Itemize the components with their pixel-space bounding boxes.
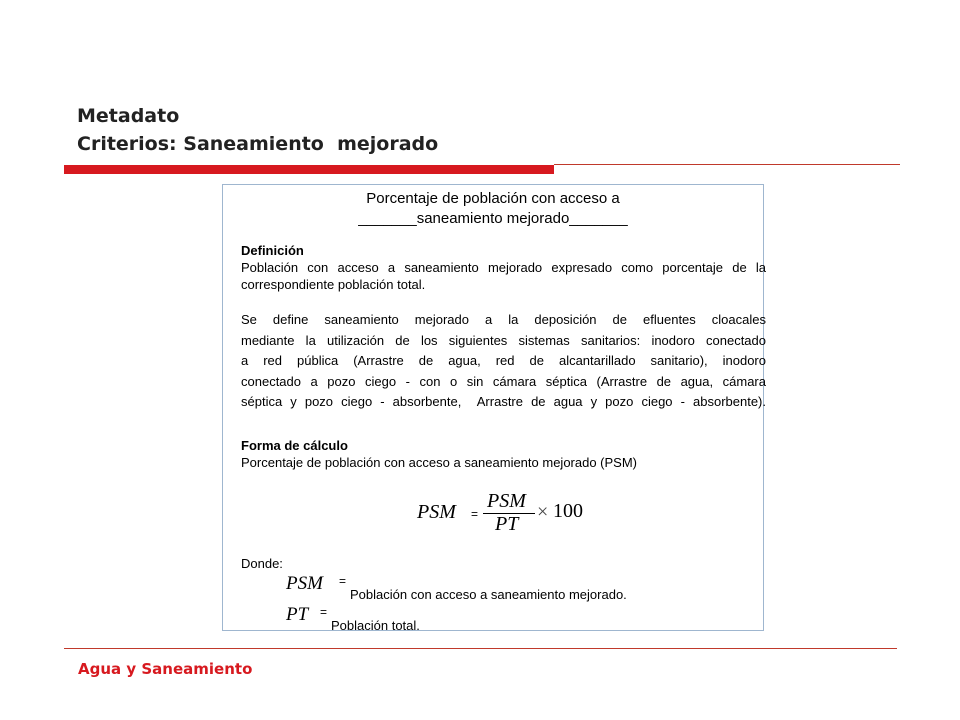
red-accent-bar (64, 165, 554, 174)
definition-p2-line: séptica y pozo ciego - absorbente, Arrastre de agua y pozo ciego - absorbente). (241, 394, 766, 409)
definition-heading: Definición (241, 243, 304, 258)
formula-factor: 100 (553, 500, 583, 522)
donde-pt-symbol: PT (286, 604, 309, 625)
definition-p2-line: conectado a pozo ciego - con o sin cámara séptica (Arrastre de agua, cámara (241, 373, 766, 389)
formula-numerator: PSM (487, 490, 526, 512)
definition-p2-line: a red pública (Arrastre de agua, red de alcantarillado sanitario), inodoro (241, 353, 766, 368)
formula-lhs: PSM (417, 501, 456, 523)
slide-title (77, 102, 438, 158)
donde-pt-equals: = (320, 605, 328, 619)
formula-times: × (537, 501, 549, 523)
footer-divider (64, 648, 897, 649)
card-title-line1: Porcentaje de población con acceso a (366, 190, 620, 207)
metadata-card (222, 184, 764, 631)
header-divider (554, 164, 900, 165)
donde-psm-symbol: PSM (286, 573, 323, 594)
definition-section (241, 242, 766, 293)
definition-paragraph-2 (241, 310, 766, 413)
donde-label: Donde: (241, 556, 283, 571)
card-title-line2: _______saneamiento mejorado_______ (358, 210, 628, 227)
formula-denominator: PT (495, 513, 519, 535)
definition-text: Población con acceso a saneamiento mejorado expresado como porcentaje de la correspondiente población total. (241, 260, 766, 292)
footer-label: Agua y Saneamiento (78, 660, 253, 678)
donde-pt-description: Población total. (331, 618, 420, 633)
calc-heading: Forma de cálculo (241, 438, 348, 453)
donde-psm-equals: = (339, 574, 347, 588)
calc-text: Porcentaje de población con acceso a saneamiento mejorado (PSM) (241, 455, 638, 470)
definition-p2-line: Se define saneamiento mejorado a la deposición de efluentes cloacales (241, 312, 766, 327)
definition-p2-line: mediante la utilización de los siguientes sistemas sanitarios: inodoro conectado (241, 332, 766, 348)
donde-psm-description: Población con acceso a saneamiento mejorado. (350, 587, 627, 602)
title-line-metadato: Metadato (77, 105, 180, 127)
title-line-criterios: Criterios: Saneamiento mejorado (77, 133, 439, 155)
calc-section (241, 437, 766, 471)
formula-equals: = (471, 507, 479, 521)
